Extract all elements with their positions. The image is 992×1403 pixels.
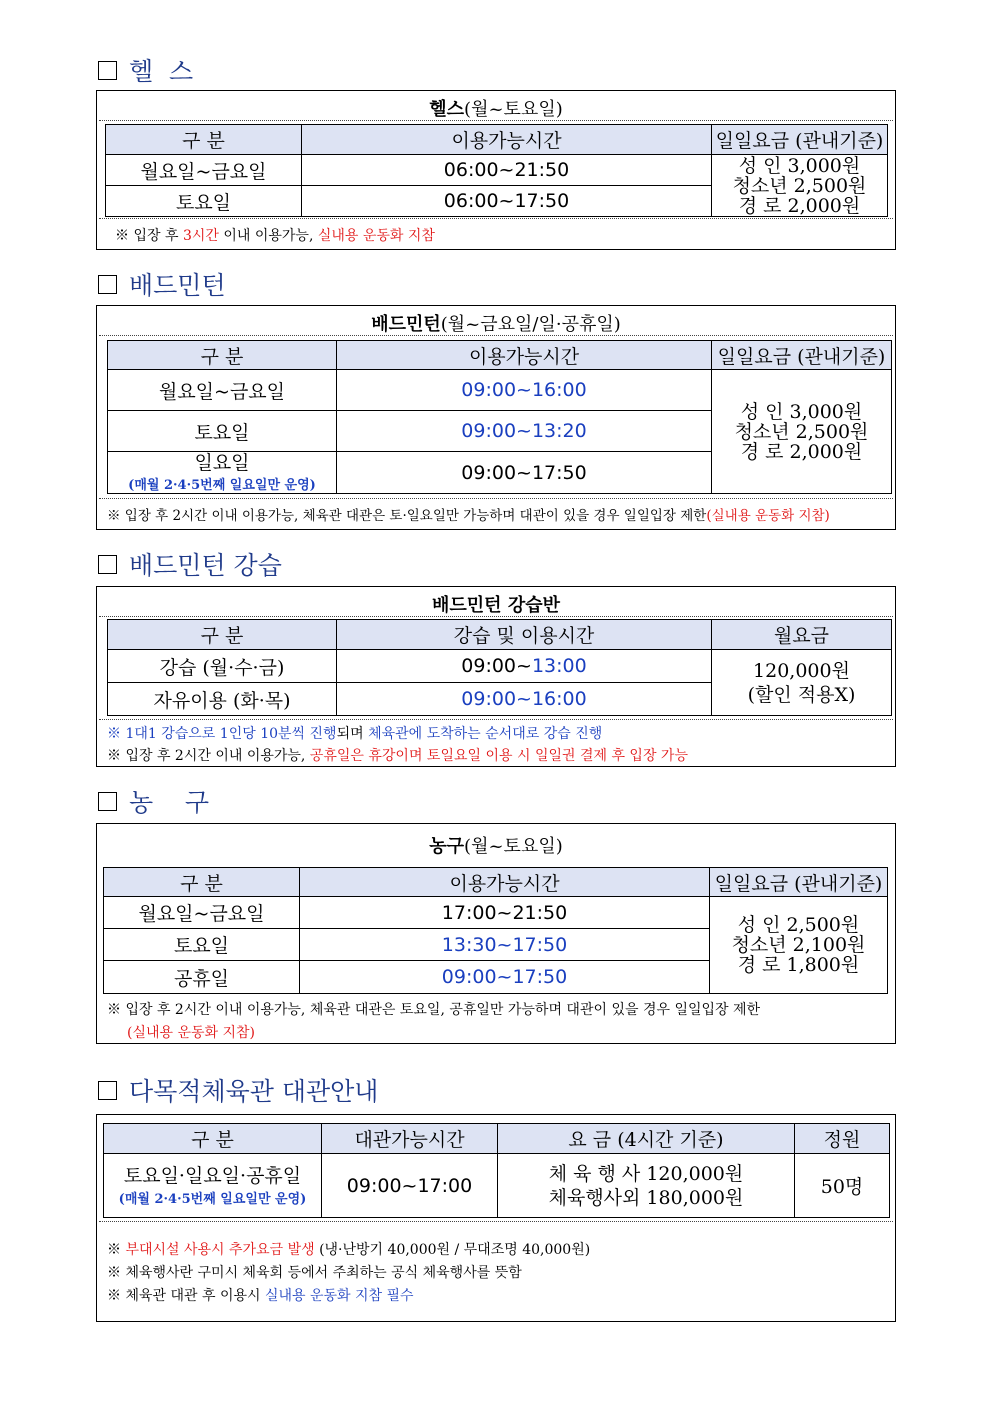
col-header: 구 분 <box>106 125 302 155</box>
badminton-note: ※ 입장 후 2시간 이내 이용가능, 체육관 대관은 토·일요일만 가능하며 대관이 있을 경우 일일입장 제한(실내용 운동화 지참) <box>107 508 830 524</box>
section-heading-health: 헬 스 <box>98 52 193 88</box>
checkbox-square-icon <box>98 792 117 811</box>
rental-note-1: ※ 부대시설 사용시 추가요금 발생 (냉·난방기 40,000원 / 무대조명 40,000원) <box>107 1242 591 1258</box>
section-heading-badminton: 배드민턴 <box>98 266 226 302</box>
fee-cell: 성 인 3,000원 청소년 2,500원 경 로 2,000원 <box>712 370 892 494</box>
table-row: 월요일~금요일 06:00~21:50 성 인 3,000원 청소년 2,500원 경 로 2,000원 <box>106 155 888 186</box>
table-row: 월요일~금요일 09:00~16:00 성 인 3,000원 청소년 2,500원 경 로 2,000원 <box>108 370 892 411</box>
checkbox-square-icon <box>98 555 117 574</box>
checkbox-square-icon <box>98 275 117 294</box>
col-header: 강습 및 이용시간 <box>337 620 712 650</box>
col-header: 구 분 <box>108 620 337 650</box>
table-row: 자유이용 (화·목) 09:00~16:00 <box>108 683 892 716</box>
lesson-title: 배드민턴 강습반 <box>432 595 560 616</box>
section-heading-lesson: 배드민턴 강습 <box>98 546 282 582</box>
badminton-panel <box>96 305 896 530</box>
col-header: 이용가능시간 <box>302 125 712 155</box>
badminton-table <box>107 340 892 494</box>
lesson-panel <box>96 586 896 767</box>
section-heading-rental: 다목적체육관 대관안내 <box>98 1072 378 1108</box>
lesson-note-2: ※ 입장 후 2시간 이내 이용가능, 공휴일은 휴강이며 토일요일 이용 시 일일권 결제 후 입장 가능 <box>107 748 688 764</box>
basketball-panel <box>96 823 896 1044</box>
table-row: 토요일 09:00~13:20 <box>108 411 892 452</box>
col-header: 월요금 <box>712 620 892 650</box>
basketball-note-1: ※ 입장 후 2시간 이내 이용가능, 체육관 대관은 토요일, 공휴일만 가능하며 대관이 있을 경우 일일입장 제한 <box>107 1002 761 1018</box>
rental-panel <box>96 1114 896 1322</box>
col-header: 요 금 (4시간 기준) <box>498 1124 795 1154</box>
basketball-note-2: (실내용 운동화 지참) <box>127 1025 256 1041</box>
fee-cell: 성 인 2,500원 청소년 2,100원 경 로 1,800원 <box>710 897 888 994</box>
badminton-title: 배드민턴(월~금요일/일·공휴일) <box>371 314 621 335</box>
fee-cell: 120,000원 (할인 적용X) <box>712 650 892 716</box>
checkbox-square-icon <box>98 1081 117 1100</box>
lesson-table <box>107 619 892 716</box>
col-header: 일일요금 (관내기준) <box>712 125 888 155</box>
table-row: 공휴일 09:00~17:50 <box>104 961 888 994</box>
health-table <box>105 124 888 217</box>
table-row: 월요일~금요일 17:00~21:50 성 인 2,500원 청소년 2,100원 경 로 1,800원 <box>104 897 888 929</box>
col-header: 이용가능시간 <box>300 868 710 897</box>
table-row: 강습 (월·수·금) 09:00~13:00 120,000원 (할인 적용X) <box>108 650 892 683</box>
health-note: ※ 입장 후 3시간 이내 이용가능, 실내용 운동화 지참 <box>115 228 435 244</box>
health-panel <box>96 90 896 250</box>
section-heading-basketball: 농 구 <box>98 783 209 819</box>
col-header: 구 분 <box>108 341 337 370</box>
col-header: 이용가능시간 <box>337 341 712 370</box>
col-header: 정원 <box>795 1124 890 1154</box>
table-row: 일요일 (매월 2·4·5번째 일요일만 운영) 09:00~17:50 <box>108 452 892 494</box>
basketball-title: 농구(월~토요일) <box>429 836 563 857</box>
lesson-note-1: ※ 1대1 강습으로 1인당 10분씩 진행되며 체육관에 도착하는 순서대로 강습 진행 <box>107 726 603 742</box>
fee-cell: 성 인 3,000원 청소년 2,500원 경 로 2,000원 <box>712 155 888 217</box>
health-title: 헬스(월~토요일) <box>429 99 563 120</box>
rental-table <box>103 1123 890 1218</box>
table-row: 토요일 13:30~17:50 <box>104 929 888 961</box>
col-header: 대관가능시간 <box>322 1124 498 1154</box>
rental-note-3: ※ 체육관 대관 후 이용시 실내용 운동화 지참 필수 <box>107 1288 414 1304</box>
col-header: 일일요금 (관내기준) <box>712 341 892 370</box>
table-row: 토요일 06:00~17:50 <box>106 186 888 217</box>
checkbox-square-icon <box>98 61 117 80</box>
col-header: 구 분 <box>104 1124 322 1154</box>
basketball-table <box>103 867 888 994</box>
table-row: 토요일·일요일·공휴일 (매월 2·4·5번째 일요일만 운영) 09:00~17:00 체 육 행 사 120,000원 체육행사외 180,000원 50명 <box>104 1154 890 1218</box>
rental-note-2: ※ 체육행사란 구미시 체육회 등에서 주최하는 공식 체육행사를 뜻함 <box>107 1265 522 1281</box>
col-header: 구 분 <box>104 868 300 897</box>
col-header: 일일요금 (관내기준) <box>710 868 888 897</box>
